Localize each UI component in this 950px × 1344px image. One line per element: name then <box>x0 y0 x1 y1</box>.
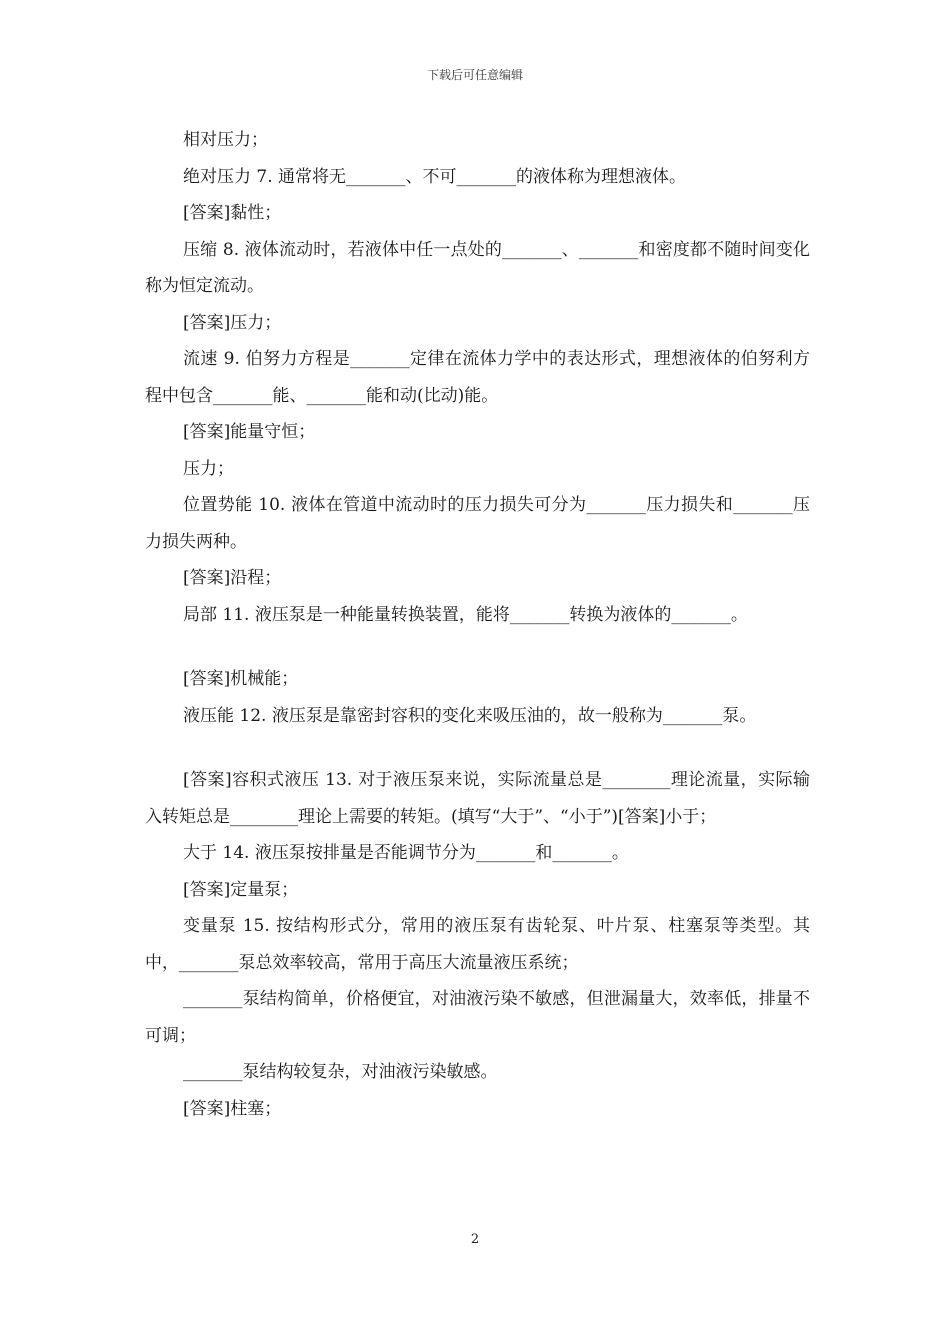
paragraph: 压力； <box>183 458 234 479</box>
answer-paragraph: [答案]压力； <box>183 312 282 333</box>
paragraph: 变量泵 15. 按结构形式分，常用的液压泵有齿轮泵、叶片泵、柱塞泵等类型。其中，_______泵总效率较高，常用于高压大流量液压系统； <box>145 916 810 973</box>
paragraph: 压缩 8. 液体流动时，若液体中任一点处的_______、_______和密度都不随时间变化称为恒定流动。 <box>145 239 810 296</box>
paragraph: 位置势能 10. 液体在管道中流动时的压力损失可分为_______压力损失和_______压力损失两种。 <box>145 495 810 552</box>
page-header: 下载后可任意编辑 <box>426 68 523 82</box>
spacer <box>145 734 810 762</box>
answer-paragraph: [答案]容积式液压 13. 对于液压泵来说，实际流量总是________理论流量，实际输入转矩总是________理论上需要的转矩。(填写“大于”、“小于”)[答案]小于； <box>145 770 810 827</box>
answer-paragraph: [答案]定量泵； <box>183 879 299 900</box>
paragraph: 局部 11. 液压泵是一种能量转换装置，能将_______转换为液体的_______。 <box>183 604 748 625</box>
paragraph: 液压能 12. 液压泵是靠密封容积的变化来吸压油的，故一般称为_______泵。 <box>183 705 757 726</box>
answer-paragraph: [答案]黏性； <box>183 203 282 223</box>
paragraph: _______泵结构简单，价格便宜，对油液污染不敏感，但泄漏量大，效率低，排量不可调； <box>145 989 810 1046</box>
paragraph: 相对压力； <box>183 130 268 150</box>
answer-paragraph: [答案]沿程； <box>183 568 282 588</box>
spacer <box>145 633 810 661</box>
page-number: 2 <box>470 1232 480 1247</box>
paragraph: _______泵结构较复杂，对油液污染敏感。 <box>183 1062 498 1082</box>
paragraph: 流速 9. 伯努力方程是_______定律在流体力学中的表达形式，理想液体的伯努利方程中包含_______能、_______能和动(比动)能。 <box>145 349 810 406</box>
document-body <box>145 122 810 1127</box>
answer-paragraph: [答案]能量守恒； <box>183 422 316 442</box>
paragraph: 绝对压力 7. 通常将无_______、不可_______的液体称为理想液体。 <box>183 166 687 187</box>
answer-paragraph: [答案]柱塞； <box>183 1098 282 1119</box>
answer-paragraph: [答案]机械能； <box>183 669 299 689</box>
paragraph: 大于 14. 液压泵按排量是否能调节分为_______和_______。 <box>183 843 629 863</box>
